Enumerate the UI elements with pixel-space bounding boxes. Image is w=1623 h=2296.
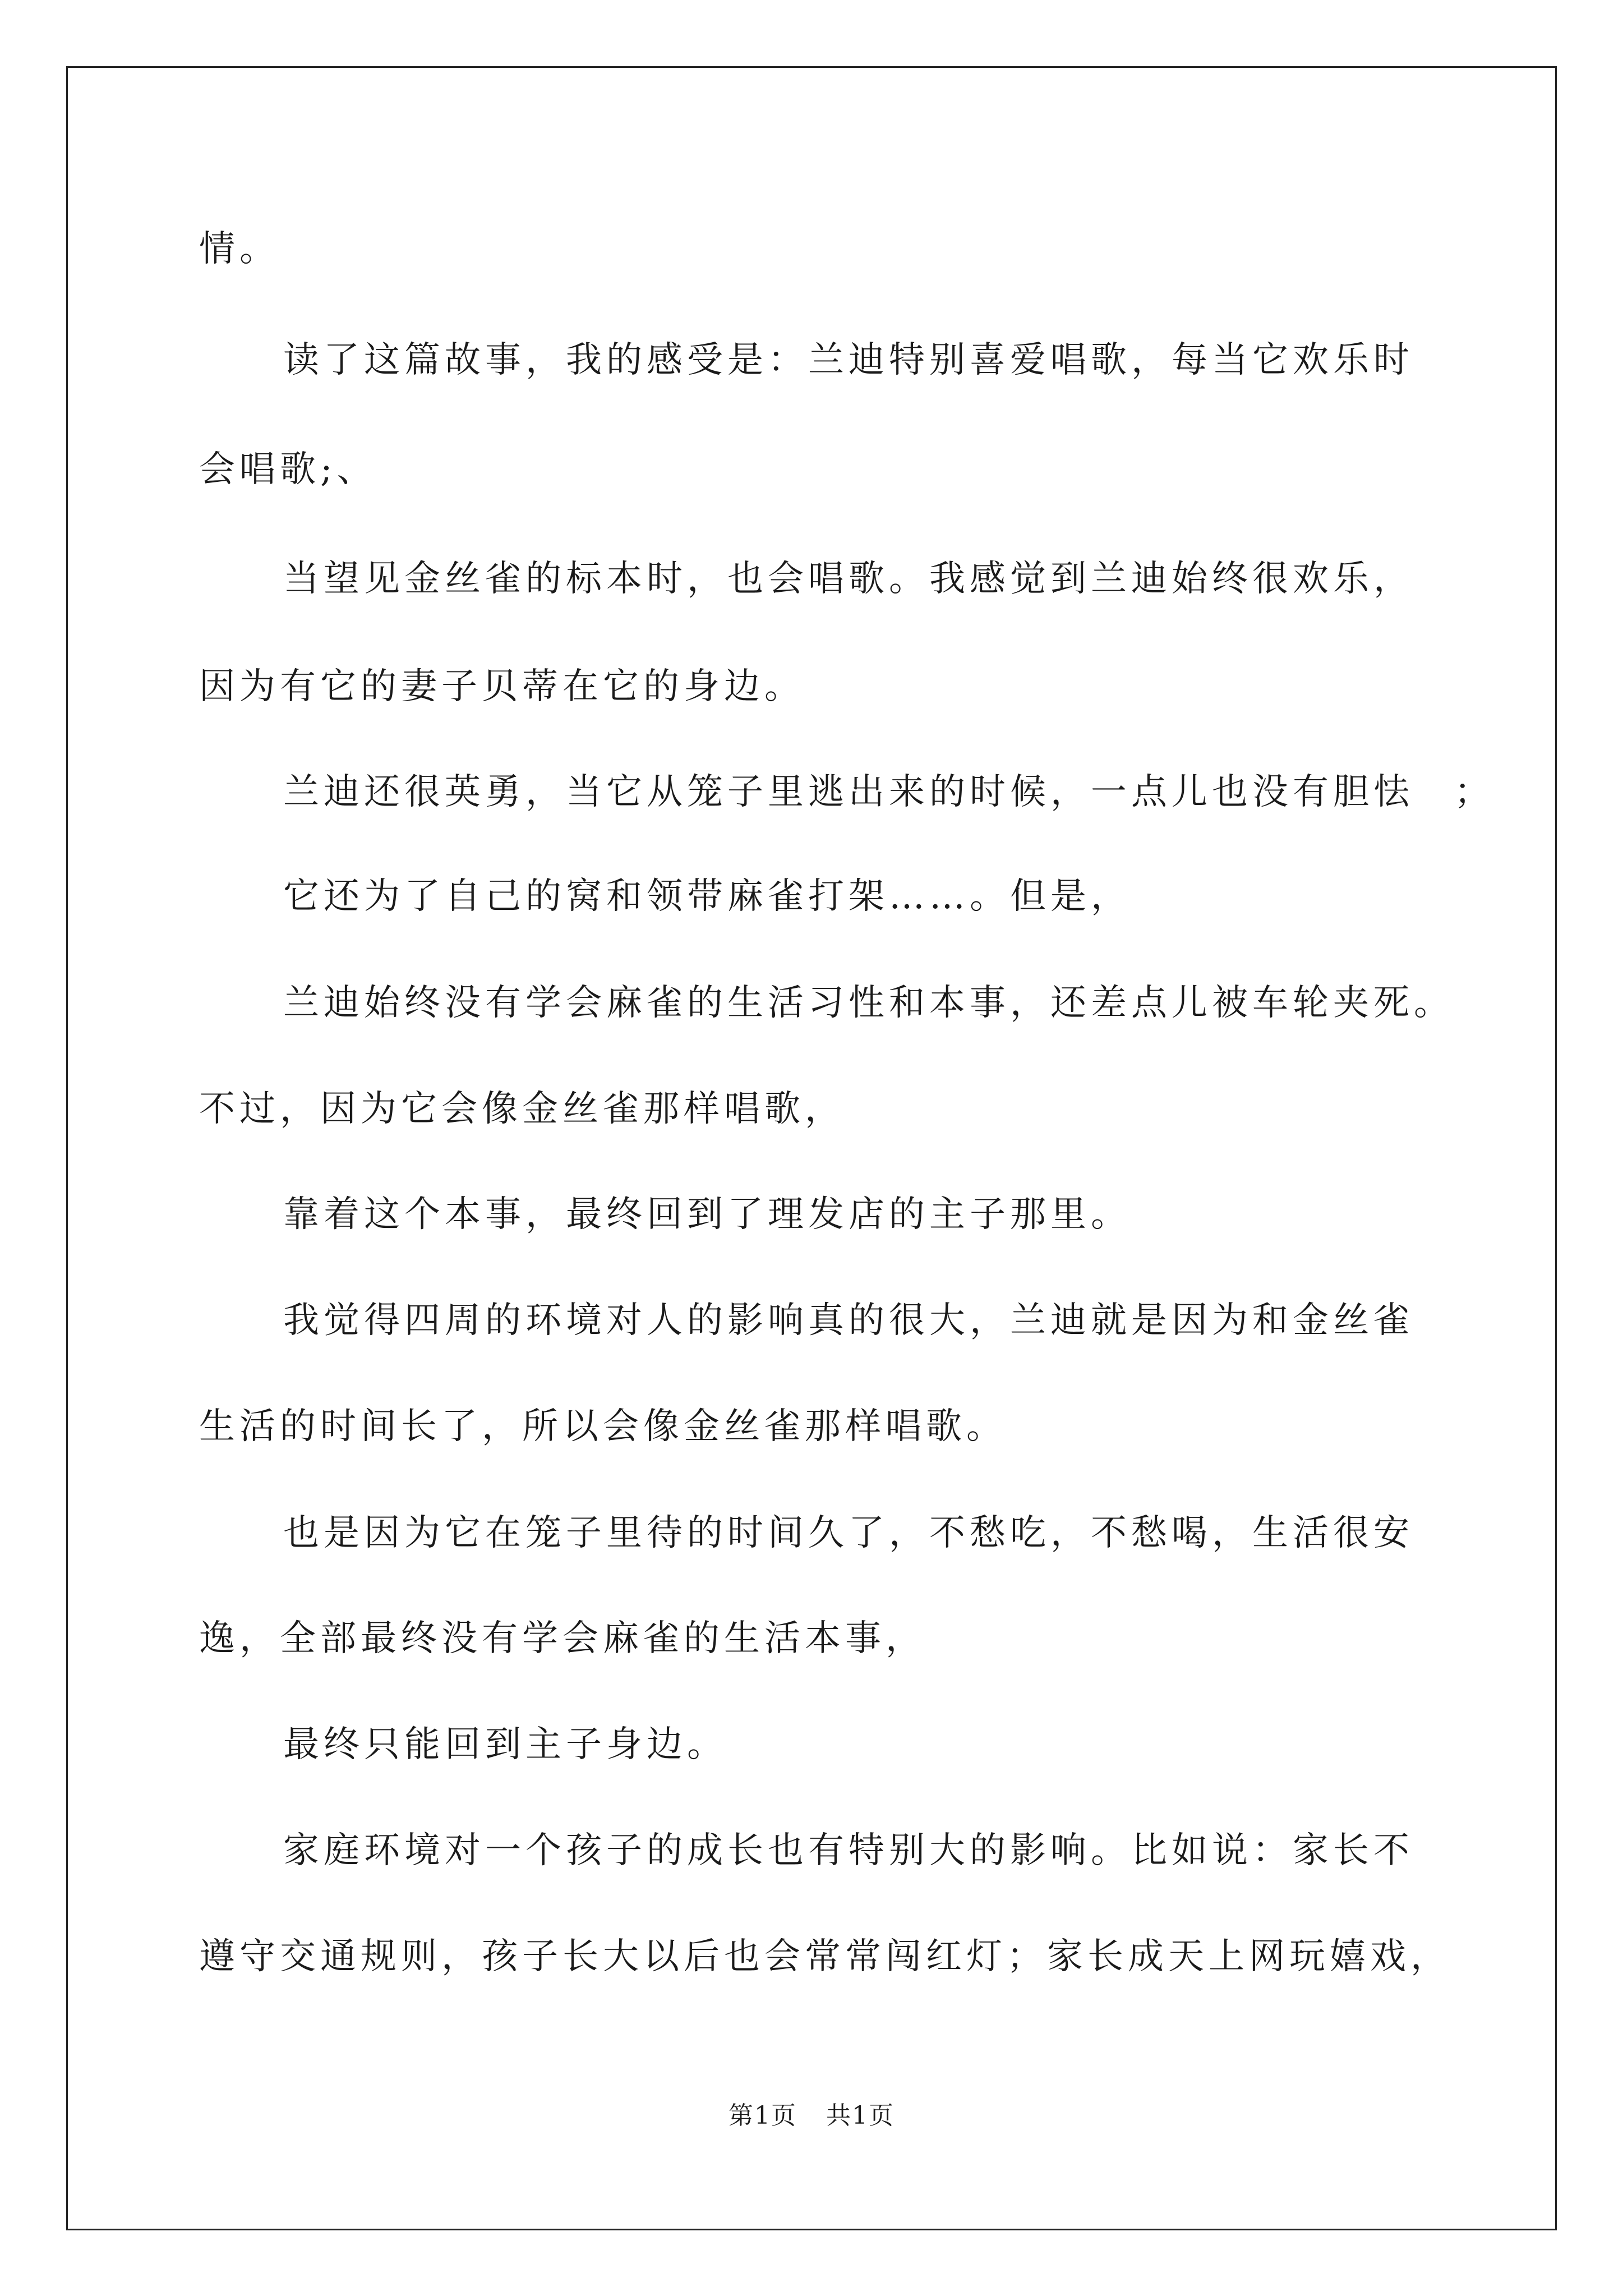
text-line: 靠着这个本事，最终回到了理发店的主子那里。 xyxy=(283,1194,1131,1235)
text-line: 最终只能回到主子身边。 xyxy=(283,1724,727,1765)
text-line: 情。 xyxy=(199,228,280,270)
text-line: 我觉得四周的环境对人的影响真的很大，兰迪就是因为和金丝雀 xyxy=(283,1300,1414,1341)
page-total: 共1页 xyxy=(826,2101,895,2130)
text-line: 不过，因为它会像金丝雀那样唱歌， xyxy=(199,1088,845,1130)
text-line: 也是因为它在笼子里待的时间久了，不愁吃，不愁喝，生活很安 xyxy=(283,1512,1414,1554)
text-line: 会唱歌;、 xyxy=(199,449,377,490)
text-line: 遵守交通规则，孩子长大以后也会常常闯红灯；家长成天上网玩嬉戏， xyxy=(199,1936,1451,1977)
text-line: 兰迪始终没有学会麻雀的生活习性和本事，还差点儿被车轮夹死。 xyxy=(283,982,1454,1024)
text-line: 生活的时间长了，所以会像金丝雀那样唱歌。 xyxy=(199,1406,1007,1447)
text-line: 当望见金丝雀的标本时，也会唱歌。我感觉到兰迪始终很欢乐， xyxy=(283,558,1414,600)
page-number: 第1页 xyxy=(728,2101,797,2130)
text-line: 逸，全部最终没有学会麻雀的生活本事， xyxy=(199,1618,926,1659)
text-line: 读了这篇故事，我的感受是：兰迪特别喜爱唱歌，每当它欢乐时 xyxy=(283,339,1414,381)
text-line: 因为有它的妻子贝蒂在它的身边。 xyxy=(199,666,805,707)
text-line: 兰迪还很英勇，当它从笼子里逃出来的时候，一点儿也没有胆怯 ； xyxy=(283,771,1495,813)
text-line: 它还为了自己的窝和领带麻雀打架……。但是， xyxy=(283,876,1131,917)
text-line: 家庭环境对一个孩子的成长也有特别大的影响。比如说：家长不 xyxy=(283,1830,1414,1871)
page-footer xyxy=(0,2095,1623,2131)
page-border xyxy=(66,66,1557,2230)
